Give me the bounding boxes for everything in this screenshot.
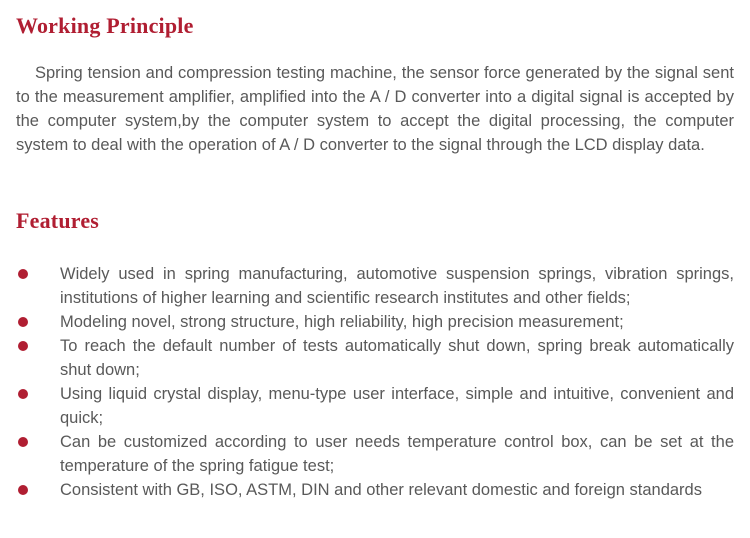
working-principle-heading: Working Principle: [16, 13, 194, 38]
feature-item-text: Can be customized according to user needs temperature control box, can be set at the temperature of the spring fatigue test;: [60, 433, 734, 475]
bullet-icon: [18, 389, 28, 399]
features-list: [16, 262, 734, 502]
features-heading: Features: [16, 208, 100, 233]
bullet-icon: [18, 485, 28, 495]
feature-list-item: [16, 262, 734, 310]
feature-list-item: [16, 478, 734, 502]
feature-list-item: [16, 334, 734, 382]
bullet-icon: [18, 317, 28, 327]
feature-item-text: Using liquid crystal display, menu-type user interface, simple and intuitive, convenient and quick;: [60, 385, 734, 427]
bullet-icon: [18, 437, 28, 447]
bullet-icon: [18, 269, 28, 279]
feature-list-item: [16, 430, 734, 478]
feature-item-text: Consistent with GB, ISO, ASTM, DIN and other relevant domestic and foreign standards: [60, 481, 702, 499]
feature-item-text: Modeling novel, strong structure, high reliability, high precision measurement;: [60, 313, 624, 331]
feature-item-text: Widely used in spring manufacturing, automotive suspension springs, vibration springs, institutions of higher learning and scientific research institutes and other fields;: [60, 265, 734, 307]
feature-item-text: To reach the default number of tests automatically shut down, spring break automatically shut down;: [60, 337, 734, 379]
feature-list-item: [16, 382, 734, 430]
working-principle-paragraph: Spring tension and compression testing machine, the sensor force generated by the signal sent to the measurement amplifier, amplified into the A / D converter into a digital signal is accepted by the computer system,by the computer system to accept the digital processing, the computer system to deal with the operation of A / D converter to the signal through the LCD display data.: [16, 64, 734, 154]
feature-list-item: [16, 310, 734, 334]
bullet-icon: [18, 341, 28, 351]
